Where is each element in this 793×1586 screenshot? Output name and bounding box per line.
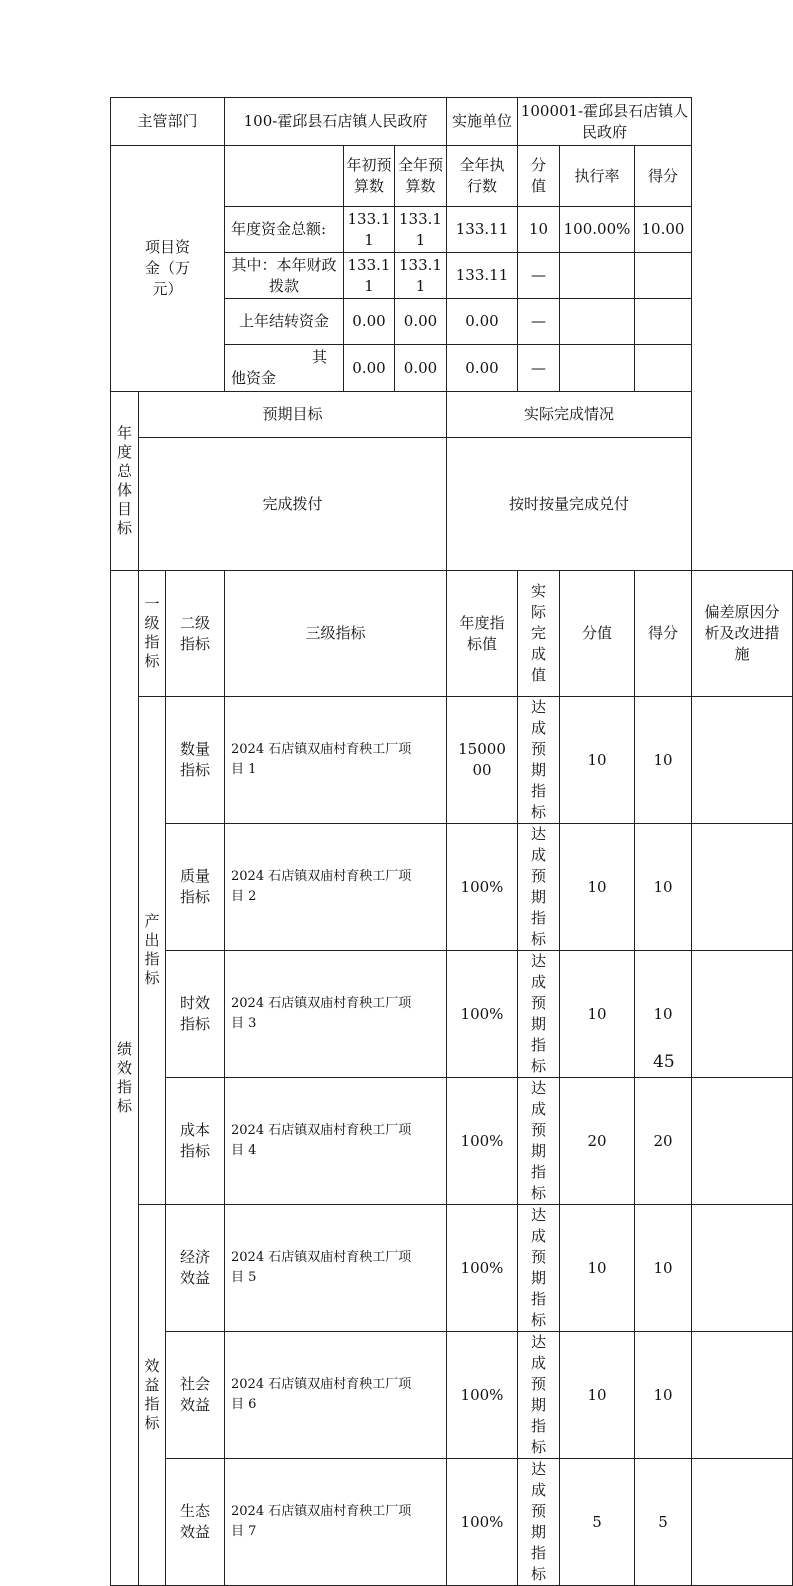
score-cell: 10 [635, 697, 692, 824]
annual-value-cell: 100% [447, 824, 518, 951]
score-cell: 10 [635, 951, 692, 1078]
score-value-cell: 10 [560, 1205, 635, 1332]
deviation-cell [692, 1459, 793, 1586]
fund-initial: 0.00 [344, 345, 395, 392]
dept-label: 主管部门 [111, 98, 225, 146]
col-initial-header: 年初预算数 [344, 146, 395, 207]
score-header: 得分 [635, 571, 692, 697]
fund-initial: 133.11 [344, 207, 395, 253]
level2-header: 二级指标 [166, 571, 225, 697]
fund-score [635, 345, 692, 392]
annual-header: 年度指标值 [447, 571, 518, 697]
deviation-cell [692, 824, 793, 951]
fund-exec: 133.11 [447, 253, 518, 299]
score-value-cell: 10 [560, 1332, 635, 1459]
level1-header-cell [139, 571, 166, 697]
actual-value-cell: 达成预期指标 [518, 1205, 560, 1332]
col-full-header: 全年预算数 [395, 146, 447, 207]
actual-completion-header: 实际完成情况 [447, 392, 692, 438]
fund-score-value: — [518, 253, 560, 299]
level1-output: 产出指标 [144, 912, 160, 987]
deviation-cell [692, 1205, 793, 1332]
fund-initial: 133.11 [344, 253, 395, 299]
annual-value-cell: 100% [447, 1078, 518, 1205]
col-exec-header: 全年执行数 [447, 146, 518, 207]
level2-cell: 成本指标 [166, 1078, 225, 1205]
fund-row-label-part-a: 其 [311, 348, 327, 366]
score-value-cell: 5 [560, 1459, 635, 1586]
score-value-header: 分值 [560, 571, 635, 697]
col-rate-header: 执行率 [560, 146, 635, 207]
deviation-cell [692, 1332, 793, 1459]
fund-full: 0.00 [395, 345, 447, 392]
level3-cell: 2024 石店镇双庙村育秧工厂项目 1 [225, 697, 447, 824]
fund-full: 133.11 [395, 253, 447, 299]
level2-cell: 生态效益 [166, 1459, 225, 1586]
fund-row-label: 年度资金总额: [225, 207, 344, 253]
fund-rate [560, 253, 635, 299]
page-number: 45 [653, 1052, 675, 1072]
level1-output-cell [139, 697, 166, 1205]
fund-row-label: 上年结转资金 [225, 299, 344, 345]
actual-completion-value: 按时按量完成兑付 [447, 438, 692, 571]
level2-cell: 社会效益 [166, 1332, 225, 1459]
dept-value: 100-霍邱县石店镇人民政府 [225, 98, 447, 146]
level3-cell: 2024 石店镇双庙村育秧工厂项目 7 [225, 1459, 447, 1586]
score-cell: 5 [635, 1459, 692, 1586]
score-cell: 10 [635, 1205, 692, 1332]
fund-exec: 0.00 [447, 299, 518, 345]
fund-row-label-part-b: 他资金 [231, 369, 277, 387]
level2-cell: 经济效益 [166, 1205, 225, 1332]
deviation-cell [692, 697, 793, 824]
goals-section-label: 年度总体目标 [116, 423, 132, 537]
deviation-cell [692, 951, 793, 1078]
deviation-cell [692, 1078, 793, 1205]
fund-score-value: — [518, 299, 560, 345]
annual-value-cell: 100% [447, 1205, 518, 1332]
score-cell: 10 [635, 824, 692, 951]
funds-label-header [225, 146, 344, 207]
expected-goal-header: 预期目标 [139, 392, 447, 438]
level2-cell: 数量指标 [166, 697, 225, 824]
fund-rate: 100.00% [560, 207, 635, 253]
actual-header: 实际完成值 [518, 571, 560, 697]
fund-score-value: — [518, 345, 560, 392]
score-value-cell: 10 [560, 697, 635, 824]
fund-exec: 0.00 [447, 345, 518, 392]
level2-cell: 质量指标 [166, 824, 225, 951]
level1-benefit-cell [139, 1205, 166, 1586]
actual-value-cell: 达成预期指标 [518, 1078, 560, 1205]
level2-cell: 时效指标 [166, 951, 225, 1078]
annual-value-cell: 100% [447, 951, 518, 1078]
funds-section-label: 项目资金（万元） [111, 146, 225, 392]
fund-rate [560, 299, 635, 345]
level3-cell: 2024 石店镇双庙村育秧工厂项目 3 [225, 951, 447, 1078]
actual-value-cell: 达成预期指标 [518, 824, 560, 951]
level3-cell: 2024 石店镇双庙村育秧工厂项目 6 [225, 1332, 447, 1459]
deviation-header: 偏差原因分析及改进措施 [692, 571, 793, 697]
col-score-header: 得分 [635, 146, 692, 207]
fund-exec: 133.11 [447, 207, 518, 253]
fund-rate [560, 345, 635, 392]
actual-value-cell: 达成预期指标 [518, 1332, 560, 1459]
actual-value-cell: 达成预期指标 [518, 1459, 560, 1586]
col-score-value-header: 分值 [518, 146, 560, 207]
level3-cell: 2024 石店镇双庙村育秧工厂项目 2 [225, 824, 447, 951]
score-cell: 20 [635, 1078, 692, 1205]
fund-initial: 0.00 [344, 299, 395, 345]
expected-goal-value: 完成拨付 [139, 438, 447, 571]
goals-section-label-cell [111, 392, 139, 571]
actual-value-cell: 达成预期指标 [518, 951, 560, 1078]
fund-score: 10.00 [635, 207, 692, 253]
unit-value: 100001-霍邱县石店镇人民政府 [518, 98, 692, 146]
fund-score-value: 10 [518, 207, 560, 253]
performance-section-label: 绩效指标 [116, 1039, 132, 1115]
fund-row-label: 其中：本年财政拨款 [225, 253, 344, 299]
score-value-cell: 10 [560, 951, 635, 1078]
score-value-cell: 20 [560, 1078, 635, 1205]
performance-section-label-cell [111, 571, 139, 1586]
score-cell: 10 [635, 1332, 692, 1459]
fund-full: 133.11 [395, 207, 447, 253]
annual-value-cell: 1500000 [447, 697, 518, 824]
fund-score [635, 299, 692, 345]
unit-label: 实施单位 [447, 98, 518, 146]
fund-score [635, 253, 692, 299]
level1-header: 一级指标 [144, 595, 160, 670]
level3-header: 三级指标 [225, 571, 447, 697]
performance-table [110, 97, 793, 1586]
actual-value-cell: 达成预期指标 [518, 697, 560, 824]
level1-benefit: 效益指标 [144, 1356, 160, 1432]
score-value-cell: 10 [560, 824, 635, 951]
fund-row-label [225, 345, 344, 392]
annual-value-cell: 100% [447, 1332, 518, 1459]
annual-value-cell: 100% [447, 1459, 518, 1586]
level3-cell: 2024 石店镇双庙村育秧工厂项目 5 [225, 1205, 447, 1332]
fund-full: 0.00 [395, 299, 447, 345]
level3-cell: 2024 石店镇双庙村育秧工厂项目 4 [225, 1078, 447, 1205]
